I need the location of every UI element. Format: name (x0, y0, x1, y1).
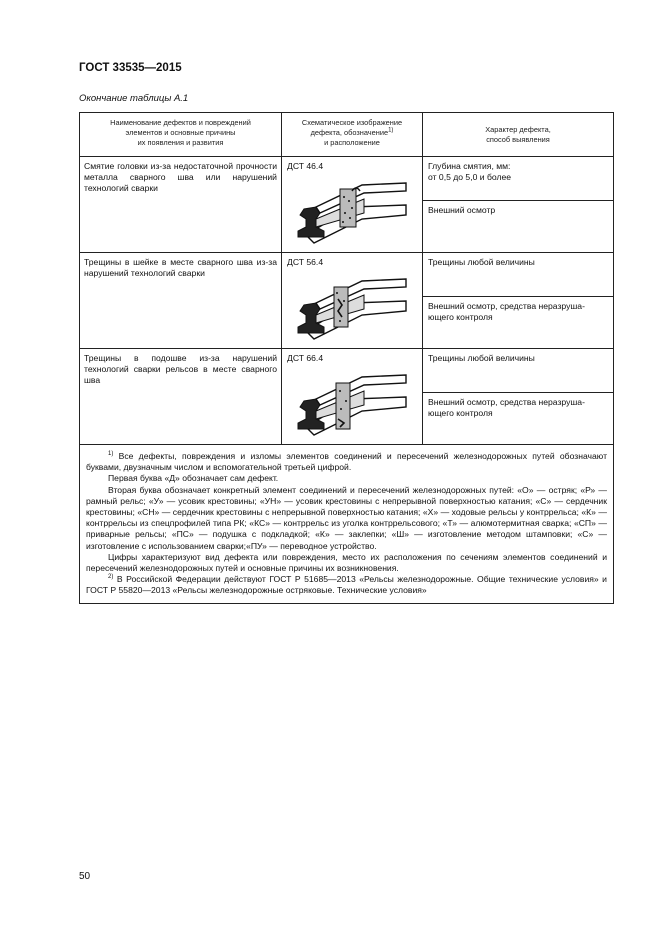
defect-characteristic (423, 253, 613, 348)
rail-weld-crush-drawing (294, 175, 412, 247)
footnote-1 (86, 451, 607, 473)
footnote-paragraph: Первая буква «Д» обозначает сам дефект. (108, 473, 279, 484)
detection-method: Внешний осмотр, средства неразруша-ющего контроля (428, 301, 585, 322)
header-characteristic-label: Характер дефекта, способ выявления (485, 124, 551, 144)
defect-name: Трещины в подошве из-за нарушений технологий сварки рельсов в месте сварного шва (80, 349, 282, 444)
table-footnotes (80, 445, 613, 603)
footnote-paragraph: Цифры характеризуют вид дефекта или повреждения, место их расположения по сечениям элементов соединений и пересечений железнодорожных путей и основные причины их возникновения. (86, 551, 607, 574)
rail-web-crack-drawing (294, 271, 412, 343)
footnote-2-text: В Российской Федерации действуют ГОСТ Р 51685—2013 «Рельсы железнодорожные. Общие технические условия» и ГОСТ Р 55820—2013 «Рельсы железнодорожные остряковые. Технические условия» (86, 574, 607, 596)
detection-method: Внешний осмотр, средства неразруша-ющего контроля (428, 397, 585, 418)
table-header-row (80, 113, 613, 157)
table-row (80, 349, 613, 445)
defect-schematic (282, 253, 423, 348)
defect-schematic (282, 157, 423, 252)
header-footnote-mark: 1) (388, 127, 394, 134)
defect-schematic (282, 349, 423, 444)
header-schematic-main: Схематическое изображение дефекта, обозначение (301, 118, 403, 137)
defect-characteristic (423, 157, 613, 252)
table-caption: Окончание таблицы А.1 (79, 93, 189, 104)
characteristic-detail: Трещины любой величины (423, 253, 613, 297)
header-defect-name: Наименование дефектов и повреждений элементов и основные причины их появления и развития (80, 113, 282, 156)
detection-method: Внешний осмотр (428, 205, 496, 215)
page-number: 50 (79, 871, 91, 882)
rail-foot-crack-drawing (294, 367, 412, 439)
defect-name: Смятие головки из-за недостаточной прочности металла сварного шва или нарушений технологий сварки (80, 157, 282, 252)
defect-characteristic (423, 349, 613, 444)
footnote-2-mark: 2) (108, 574, 114, 581)
defect-code: ДСТ 46.4 (287, 161, 324, 171)
header-schematic (282, 113, 423, 156)
defect-code: ДСТ 66.4 (287, 353, 324, 363)
characteristic-detail: Глубина смятия, мм: от 0,5 до 5,0 и более (423, 157, 613, 201)
header-characteristic (423, 113, 613, 156)
defect-code: ДСТ 56.4 (287, 257, 324, 267)
table-row (80, 253, 613, 349)
footnote-1-mark: 1) (108, 451, 114, 458)
table-footnotes-row (80, 445, 613, 603)
defects-table (79, 112, 614, 604)
header-schematic-tail: и расположение (324, 138, 380, 147)
footnote-paragraph: Вторая буква обозначает конкретный элемент соединений и пересечений железнодорожных путей: «О» — остряк; «Р» — рамный рельс; «У» — усовик крестовины; «УН» — усовик крестовины с непрерывной поверхностью катания; «С» — сердечник крестовины; «СН» — сердечник крестовины с непрерывной поверхностью катания; «Х» — ходовые рельсы у контррельса; «К» — контррельсы из спецпрофилей типа РК; «КС» — контррельс из уголка контррельсового; «Т» — алюмотермитная сварка; «СП» — приварные рельсы; «ПС» — подушка с подкладкой; «К» — заклепки; «Ш» — изготовление методом штамповки; «С» — изготовление с использованием сварки;«ПУ» — переводное устройство. (86, 484, 607, 551)
characteristic-detail: Трещины любой величины (423, 349, 613, 393)
defect-name: Трещины в шейке в месте сварного шва из-за нарушений технологий сварки (80, 253, 282, 348)
footnote-2 (86, 574, 607, 596)
document-header: ГОСТ 33535—2015 (79, 62, 182, 74)
table-row (80, 157, 613, 253)
footnote-1-text: Все дефекты, повреждения и изломы элементов соединений и пересечений железнодорожных путей обозначают буквами, двузначным числом и вспомогательной третьей цифрой. (86, 451, 607, 473)
